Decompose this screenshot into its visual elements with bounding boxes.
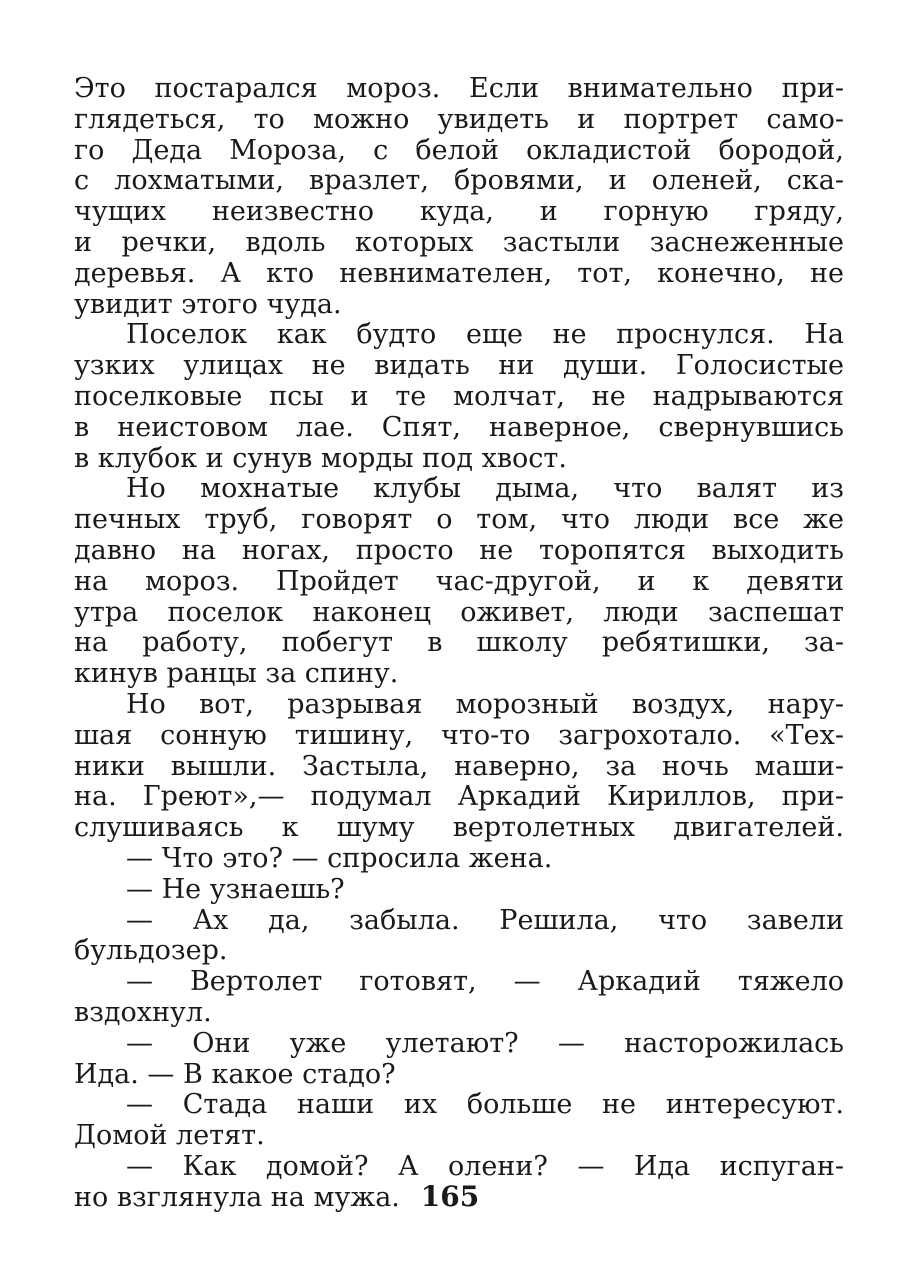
text-line: на работу, побегут в школу ребятишки, за- (74, 627, 844, 659)
text-line: деревья. А кто невнимателен, тот, конечно, не (74, 257, 844, 289)
text-line: но взглянула на мужа. (74, 1181, 400, 1213)
text-line: давно на ногах, просто не торопятся выходить (74, 534, 844, 566)
text-line: глядеться, то можно увидеть и портрет само- (74, 103, 844, 135)
text-line: в клубок и сунув морды под хвост. (74, 442, 567, 474)
text-line: ники вышли. Застыла, наверно, за ночь маши- (74, 750, 844, 782)
text-line: и речки, вдоль которых застыли заснеженные (74, 226, 844, 258)
text-line: печных труб, говорят о том, что люди все же (74, 504, 844, 536)
page-number: 165 (420, 1180, 480, 1213)
text-line: Но мохнатые клубы дыма, что валят из (126, 473, 844, 505)
text-line: с лохматыми, вразлет, бровями, и оленей, ска- (74, 165, 844, 197)
text-line: бульдозер. (74, 935, 228, 967)
dialogue-line: — Не узнаешь? (126, 873, 345, 905)
dialogue-line: — Как домой? А олени? — Ида испуган- (126, 1150, 844, 1182)
dialogue-line: — Что это? — спросила жена. (126, 842, 553, 874)
text-line: утра поселок наконец оживет, люди заспешат (74, 596, 844, 628)
text-line: кинув ранцы за спину. (74, 658, 399, 690)
text-line: в неистовом лае. Спят, наверное, свернувшись (74, 411, 844, 443)
text-line: увидит этого чуда. (74, 288, 342, 320)
text-line: Поселок как будто еще не проснулся. На (126, 319, 844, 351)
text-line: поселковые псы и те молчат, не надрываются (74, 380, 844, 412)
text-line: вздохнул. (74, 996, 212, 1028)
dialogue-line: — Вертолет готовят, — Аркадий тяжело (126, 966, 844, 998)
text-line: на. Греют»,— подумал Аркадий Кириллов, при- (74, 781, 844, 813)
text-line: шая сонную тишину, что-то загрохотало. «Тех- (74, 719, 844, 751)
text-line: Но вот, разрывая морозный воздух, нару- (126, 688, 844, 720)
text-line: го Деда Мороза, с белой окладистой бородой, (74, 134, 844, 166)
text-line: Это постарался мороз. Если внимательно при- (74, 73, 844, 104)
text-line: слушиваясь к шуму вертолетных двигателей. (74, 812, 844, 844)
dialogue-line: — Стада наши их больше не интересуют. (126, 1089, 844, 1121)
text-line: чущих неизвестно куда, и горную гряду, (74, 196, 844, 228)
text-line: на мороз. Пройдет час-другой, и к девяти (74, 565, 844, 597)
text-line: узких улицах не видать ни души. Голосистые (74, 350, 844, 382)
dialogue-line: — Ах да, забыла. Решила, что завели (126, 904, 844, 936)
text-line: Ида. — В какое стадо? (74, 1058, 396, 1090)
text-line: Домой летят. (74, 1120, 265, 1152)
dialogue-line: — Они уже улетают? — насторожилась (126, 1027, 844, 1059)
body-text (74, 74, 844, 1213)
